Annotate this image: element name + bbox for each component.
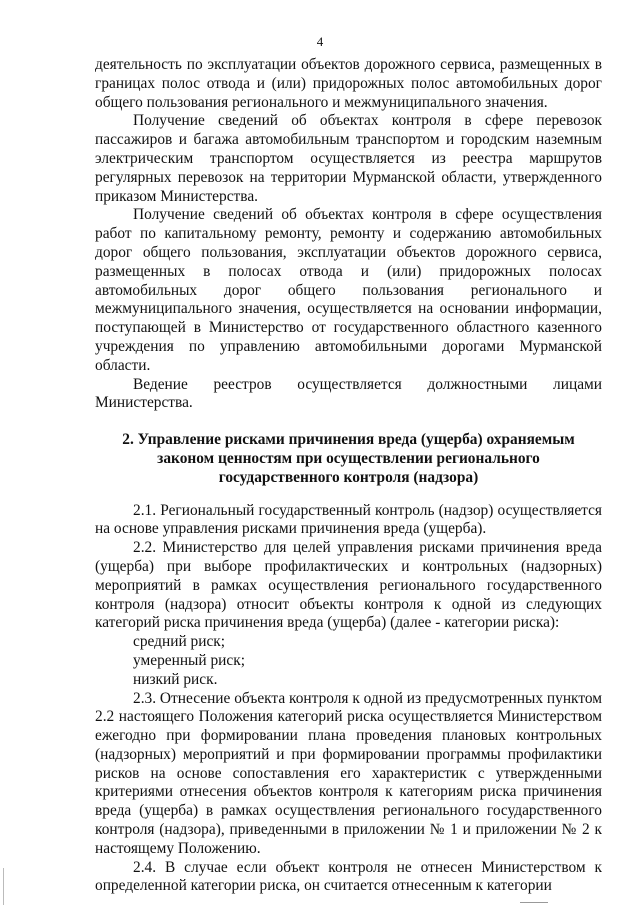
paragraph-2-2: 2.2. Министерство для целей управления рисками причинения вреда (ущерба) при выборе профилактических и контрольных (надзорных) мероприятий в рамках осуществления регионального государственного контроля (надзора) относит объекты контроля к одной из следующих категорий риска причинения вреда (ущерба) (далее - категории риска): <box>95 539 602 632</box>
paragraph-2-4: 2.4. В случае если объект контроля не отнесен Министерством к определенной категории риска, он считается отнесенным к категории <box>95 858 602 895</box>
paragraph-transport-objects: Получение сведений об объектах контроля в сфере перевозок пассажиров и багажа автомобильным транспортом и городским наземным электрическим транспортом осуществляется из реестра маршрутов регулярных перевозок на территории Мурманской области, утвержденного приказом Министерства. <box>95 112 602 205</box>
paragraph-2-1: 2.1. Региональный государственный контроль (надзор) осуществляется на основе управления рисками причинения вреда (ущерба). <box>95 501 602 538</box>
document-body <box>95 56 602 896</box>
scan-edge-mark <box>3 868 4 905</box>
paragraph-road-works-objects: Получение сведений об объектах контроля в сфере осуществления работ по капитальному ремонту, ремонту и содержанию автомобильных дорог общего пользования, эксплуатации объектов дорожного сервиса, размещенных в полосах отвода и (или) придорожных полосах автомобильных дорог общего пользования регионального и межмуниципального значения, осуществляется на основании информации, поступающей в Министерство от государственного областного казенного учреждения по управлению автомобильными дорогами Мурманской области. <box>95 206 602 374</box>
risk-category-item: умеренный риск; <box>133 651 246 669</box>
scan-edge-mark <box>520 902 548 903</box>
paragraph-registry-maintenance: Ведение реестров осуществляется должностными лицами Министерства. <box>95 375 602 412</box>
page-number: 4 <box>316 34 324 49</box>
paragraph-2-3: 2.3. Отнесение объекта контроля к одной из предусмотренных пунктом 2.2 настоящего Положения категорий риска осуществляется Министерством ежегодно при формировании плана проведения плановых контрольных (надзорных) мероприятий и при формировании программы профилактики рисков на основе сопоставления его характеристик с утвержденными критериями отнесения объектов контроля к категориям риска причинения вреда (ущерба) в рамках осуществления регионального государственного контроля (надзора), приведенными в приложении № 1 и приложении № 2 к настоящему Положению. <box>95 689 602 857</box>
paragraph-continuation: деятельность по эксплуатации объектов дорожного сервиса, размещенных в границах полос отвода и (или) придорожных полос автомобильных дорог общего пользования регионального и межмуниципального значения. <box>95 56 602 111</box>
risk-category-item: низкий риск. <box>133 670 218 688</box>
risk-category-item: средний риск; <box>133 633 226 651</box>
section-heading: 2. Управление рисками причинения вреда (ущерба) охраняемым законом ценностям при осуществлении регионального государственного контроля (надзора) <box>122 431 575 486</box>
